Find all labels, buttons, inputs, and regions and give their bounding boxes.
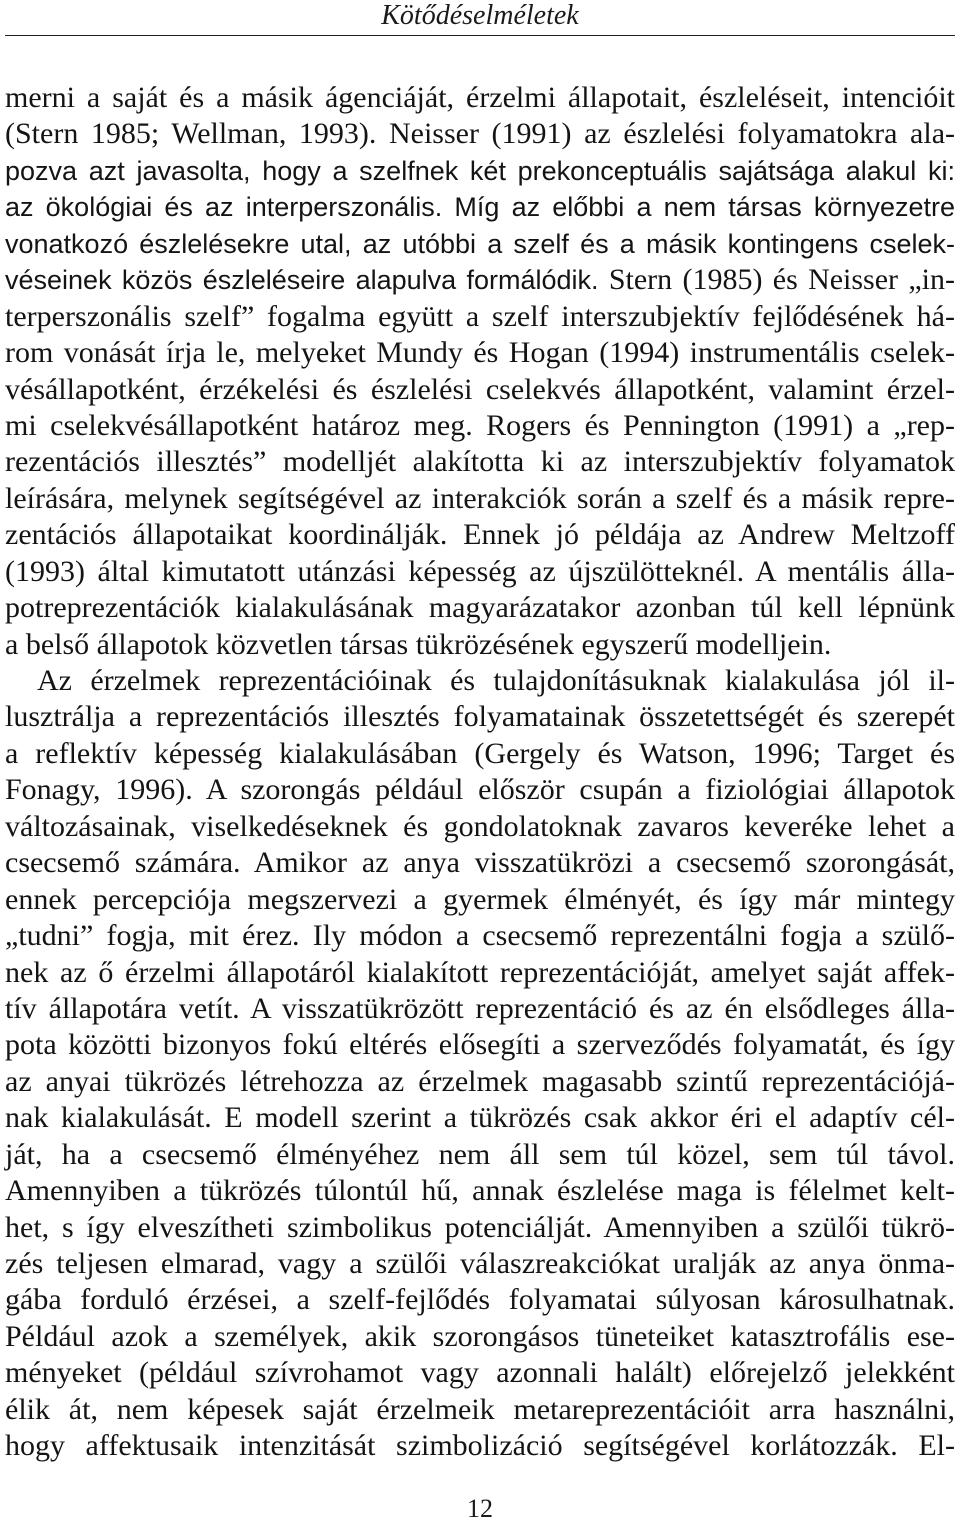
- text-segment: az ökológiai és az interperszonális. Míg az előbbi a nem társas környezetre: [5, 192, 955, 223]
- text-segment: vésállapotként, érzékelési és észlelési cselekvés állapotként, valamint érzel-: [5, 372, 955, 406]
- text-segment: mi cselekvésállapotként határoz meg. Rogers és Pennington (1991) a „rep-: [5, 408, 955, 442]
- text-line: [5, 918, 955, 954]
- text-segment: pota közötti bizonyos fokú eltérés elősegíti a szerveződés folyamatát, és így: [5, 1028, 955, 1062]
- text-segment: a reflektív képesség kialakulásában (Gergely és Watson, 1996; Target és: [5, 736, 955, 770]
- text-line: [5, 517, 955, 553]
- text-segment: változásainak, viselkedéseknek és gondolatoknak zavaros keveréke lehet a: [5, 809, 955, 843]
- text-line: [5, 444, 955, 480]
- text-segment: merni a saját és a másik ágenciáját, érzelmi állapotait, észleléseit, intencióit: [5, 81, 955, 114]
- text-segment: pozva azt javasolta, hogy a szelfnek két prekonceptuális sajátsága alakul ki:: [5, 155, 955, 186]
- text-segment: het, s így elveszítheti szimbolikus potenciálját. Amennyiben a szülői tükrö-: [5, 1210, 955, 1244]
- text-line: [5, 845, 955, 881]
- text-line: [5, 80, 955, 116]
- text-segment: ját, ha a csecsemő élményéhez nem áll sem túl közel, sem túl távol.: [5, 1137, 955, 1171]
- text-line: [5, 1027, 955, 1063]
- text-line: [5, 299, 955, 335]
- text-segment: rezentációs illesztés” modelljét alakította ki az interszubjektív folyamatok: [5, 445, 955, 479]
- paragraph: [5, 663, 955, 1465]
- text-segment: vonatkozó észlelésekre utal, az utóbbi a szelf és a másik kontingens cselek-: [5, 228, 955, 259]
- text-segment: az anyai tükrözés létrehozza az érzelmek magasabb szintű reprezentációjá-: [5, 1064, 955, 1098]
- text-segment: a belső állapotok közvetlen társas tükrözésének egyszerű modelljein.: [5, 627, 832, 661]
- text-segment: lusztrálja a reprezentációs illesztés folyamatainak összetettségét és szerepét: [5, 700, 955, 734]
- text-segment: „tudni” fogja, mit érez. Ily módon a csecsemő reprezentálni fogja a szülő-: [5, 919, 955, 953]
- text-line: [5, 772, 955, 808]
- text-line: [5, 1392, 955, 1428]
- text-segment: ményeket (például szívrohamot vagy azonnali halált) előrejelző jelekként: [5, 1356, 955, 1390]
- text-segment: Amennyiben a tükrözés túlontúl hű, annak észlelése maga is félelmet kelt-: [5, 1174, 955, 1208]
- text-segment: élik át, nem képesek saját érzelmeik metareprezentációit arra használni,: [5, 1392, 955, 1426]
- text-line: [5, 1428, 955, 1464]
- text-segment: terperszonális szelf” fogalma együtt a szelf interszubjektív fejlődésének há-: [5, 299, 955, 333]
- text-line: [5, 955, 955, 991]
- text-line: [5, 189, 955, 225]
- text-line: [5, 226, 955, 262]
- text-segment: Például azok a személyek, akik szorongásos tüneteiket katasztrofális ese-: [5, 1319, 955, 1353]
- text-line: [5, 1210, 955, 1246]
- text-line: [5, 153, 955, 189]
- text-line: [5, 481, 955, 517]
- text-segment: nek az ő érzelmi állapotáról kialakított reprezentációját, amelyet saját affek-: [5, 955, 955, 989]
- text-segment: gába forduló érzései, a szelf-fejlődés folyamatai súlyosan károsulhatnak.: [5, 1283, 955, 1317]
- text-line: [5, 882, 955, 918]
- text-line: [5, 809, 955, 845]
- text-line: [5, 699, 955, 735]
- text-line: [5, 1319, 955, 1355]
- text-segment: zés teljesen elmarad, vagy a szülői válaszreakciókat uralják az anya önma-: [5, 1247, 955, 1280]
- text-segment: potreprezentációk kialakulásának magyarázatakor azonban túl kell lépnünk: [5, 591, 955, 625]
- text-segment: rom vonását írja le, melyeket Mundy és Hogan (1994) instrumentális cselek-: [5, 336, 955, 370]
- text-line: [5, 663, 955, 699]
- text-segment: nak kialakulását. E modell szerint a tükrözés csak akkor éri el adaptív cél-: [5, 1101, 955, 1135]
- text-segment: (1993) által kimutatott utánzási képesség az újszülötteknél. A mentális álla-: [5, 554, 955, 588]
- header-rule: [5, 35, 955, 36]
- text-line: [5, 262, 955, 298]
- running-header: Kötődéselméletek: [381, 0, 579, 31]
- text-segment: zentációs állapotaikat koordinálják. Ennek jó példája az Andrew Meltzoff: [5, 518, 955, 552]
- body-text: [5, 80, 955, 1465]
- text-line: [5, 1246, 955, 1282]
- text-line: [5, 335, 955, 371]
- text-segment: leírására, melynek segítségével az interakciók során a szelf és a másik repre-: [5, 481, 955, 515]
- text-line: [5, 1173, 955, 1209]
- text-line: [5, 1100, 955, 1136]
- paragraph: [5, 80, 955, 663]
- text-line: [5, 1282, 955, 1318]
- text-line: [5, 991, 955, 1027]
- text-segment: ennek percepciója megszervezi a gyermek élményét, és így már mintegy: [5, 882, 955, 916]
- text-line: [5, 1137, 955, 1173]
- text-segment: Fonagy, 1996). A szorongás például először csupán a fiziológiai állapotok: [5, 773, 955, 807]
- text-segment: csecsemő számára. Amikor az anya visszatükrözi a csecsemő szorongását,: [5, 846, 955, 880]
- text-line: [5, 736, 955, 772]
- text-segment: (Stern 1985; Wellman, 1993). Neisser (1991) az észlelési folyamatokra ala-: [5, 117, 955, 151]
- text-segment: Az érzelmek reprezentációinak és tulajdonításuknak kialakulása jól il-: [37, 664, 955, 697]
- text-segment: véseinek közös észleléseire alapulva formálódik.: [5, 265, 599, 296]
- text-line: [5, 627, 955, 663]
- text-line: [5, 408, 955, 444]
- text-line: [5, 1064, 955, 1100]
- text-segment: hogy affektusaik intenzitását szimbolizáció segítségével korlátozzák. El-: [5, 1429, 955, 1463]
- text-line: [5, 1355, 955, 1391]
- text-segment: Stern (1985) és Neisser „in-: [608, 263, 955, 297]
- page-number: 12: [467, 1494, 493, 1523]
- text-segment: tív állapotára vetít. A visszatükrözött reprezentáció és az én elsődleges álla-: [5, 991, 955, 1025]
- text-line: [5, 372, 955, 408]
- text-line: [5, 554, 955, 590]
- text-line: [5, 116, 955, 152]
- text-line: [5, 590, 955, 626]
